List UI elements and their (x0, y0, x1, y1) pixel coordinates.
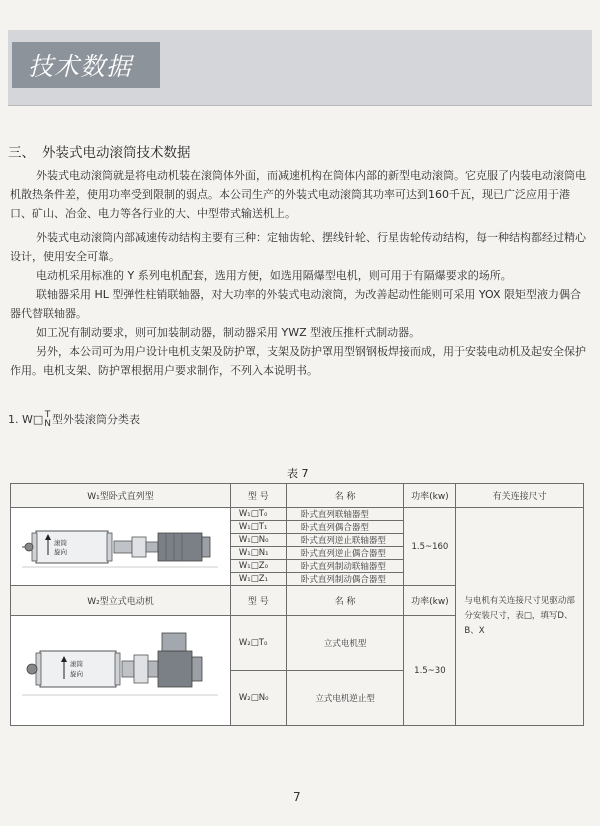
w2-power-value: 1.5~30 (404, 616, 456, 726)
w1-name-n1: 卧式直列逆止偶合器型 (286, 547, 404, 560)
drum-classification-table (10, 483, 584, 726)
w2-model-header: 型 号 (230, 586, 286, 616)
w1-model-t0: W₁□T₀ (230, 508, 286, 521)
svg-text:滚筒: 滚筒 (54, 539, 68, 547)
w1-name-t0: 卧式直列联轴器型 (286, 508, 404, 521)
w2-name-n0: 立式电机逆止型 (286, 671, 404, 726)
w1-model-z0: W₁□Z₀ (230, 560, 286, 573)
page-number: 7 (293, 790, 301, 804)
section-number: 三、 (8, 145, 35, 161)
w1-model-header: 型 号 (230, 484, 286, 508)
w1-header-row (11, 484, 584, 508)
connection-header: 有关连接尺寸 (456, 484, 584, 508)
w1-name-z0: 卧式直列制动联轴器型 (286, 560, 404, 573)
w1-drum-diagram (11, 508, 231, 586)
w1-horizontal-drum-icon (22, 515, 218, 575)
paragraph-brake: 如工况有制动要求，则可加装制动器，制动器采用 YWZ 型液压推杆式制动器。 (36, 326, 421, 339)
w1-name-header: 名 称 (286, 484, 404, 508)
w1-type-label: W₁型卧式直列型 (11, 484, 231, 508)
connection-note: 与电机有关连接尺寸见驱动部分安装尺寸，表□，填写D、B、X (456, 508, 584, 726)
svg-text:旋向: 旋向 (70, 670, 84, 678)
w1-power-header: 功率(kw) (404, 484, 456, 508)
page-title: 技术数据 (28, 52, 133, 81)
w2-model-t0: W₂□T₀ (230, 616, 286, 671)
section-heading (8, 141, 191, 161)
svg-text:旋向: 旋向 (54, 548, 68, 556)
w1-power-value: 1.5~160 (404, 508, 456, 586)
paragraph-coupling: 联轴器采用 HL 型弹性柱销联轴器，对大功率的外装式电动滚筒，为改善起动性能则可采用 YOX 限矩型液力偶合器代替联轴器。 (10, 288, 581, 320)
w1-name-n0: 卧式直列逆止联轴器型 (286, 534, 404, 547)
table-caption: 表 7 (287, 467, 309, 480)
w2-power-header: 功率(kw) (404, 586, 456, 616)
paragraph-intro: 外装式电动滚筒就是将电动机装在滚筒体外面，而减速机构在筒体内部的新型电动滚筒。它克服了内装电动滚筒电机散热条件差，使用功率受到限制的弱点。本公司生产的外装式电动滚筒其功率可达到160千瓦，现已广泛应用于港口、矿山、冶金、电力等各行业的大、中型带式输送机上。 (10, 169, 586, 220)
w2-name-t0: 立式电机型 (286, 616, 404, 671)
svg-text:滚筒: 滚筒 (70, 660, 84, 668)
w2-model-n0: W₂□N₀ (230, 671, 286, 726)
w2-drum-diagram (11, 616, 231, 726)
table-row (11, 508, 584, 521)
w1-name-z1: 卧式直列制动偶合器型 (286, 573, 404, 586)
w2-name-header: 名 称 (286, 586, 404, 616)
w1-model-n1: W₁□N₁ (230, 547, 286, 560)
w1-model-n0: W₁□N₀ (230, 534, 286, 547)
paragraph-bracket: 另外，本公司可为用户设计电机支架及防护罩，支架及防护罩用型钢钢板焊接而成，用于安装电动机及起安全保护作用。电机支架、防护罩根据用户要求制作，不列入本说明书。 (10, 345, 586, 377)
w1-model-t1: W₁□T₁ (230, 521, 286, 534)
table-subheading: 1. W□ T N型外装滚筒分类表 (8, 410, 141, 429)
w2-vertical-motor-drum-icon (22, 621, 218, 717)
subscript-stack: T N (44, 410, 52, 429)
paragraph-motor: 电动机采用标准的 Y 系列电机配套，选用方便，如选用隔爆型电机，则可用于有隔爆要求的场所。 (36, 269, 512, 282)
section-title: 外装式电动滚筒技术数据 (42, 145, 191, 161)
w1-name-t1: 卧式直列偶合器型 (286, 521, 404, 534)
w2-type-label: W₂型立式电动机 (11, 586, 231, 616)
w1-model-z1: W₁□Z₁ (230, 573, 286, 586)
paragraph-structure: 外装式电动滚筒内部减速传动结构主要有三种：定轴齿轮、摆线针轮、行星齿轮传动结构，每一种结构都经过精心设计，使用安全可靠。 (10, 231, 586, 263)
